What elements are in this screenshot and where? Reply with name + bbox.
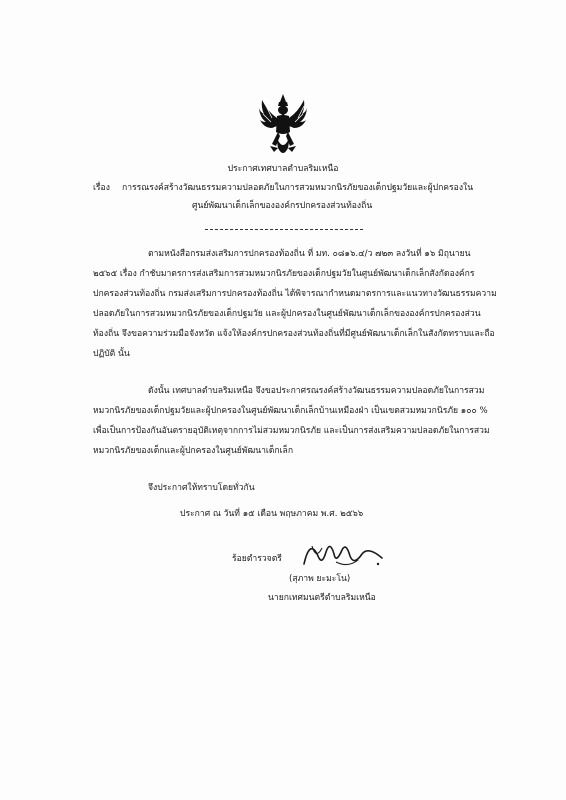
subject-label: เรื่อง [93,183,110,193]
paragraph-1-line: ตามหนังสือกรมส่งเสริมการปกครองท้องถิ่น ที่ มท. ๐๘๑๖.๔/ว ๗๒๓ ลงวันที่ ๑๖ มิถุนายน [148,249,471,259]
subject-line-2: ศูนย์พัฒนาเด็กเล็กขององค์กรปกครองส่วนท้องถิ่น [192,201,373,211]
paragraph-2-line: เพื่อเป็นการป้องกันอันตรายอุบัติเหตุจากการไม่สวมหมวกนิรภัย และเป็นการส่งเสริมความปลอดภัยในการสวม [93,426,490,436]
signatory-rank: ร้อยตำรวจตรี [232,554,282,564]
paragraph-2-line: ดังนั้น เทศบาลตำบลริมเหนือ จึงขอประกาศรณรงค์สร้างวัฒนธรรมความปลอดภัยในการสวม [148,386,485,396]
paragraph-1-line: ท้องถิ่น จึงขอความร่วมมือจังหวัด แจ้งให้องค์กรปกครองส่วนท้องถิ่นที่มีศูนย์พัฒนาเด็กเล็กในสังกัดทราบและถือ [93,329,495,339]
garuda-emblem-icon [258,92,308,158]
paragraph-1-line: ๒๕๖๕ เรื่อง กำชับมาตรการส่งเสริมการสวมหมวกนิรภัยของเด็กปฐมวัยในศูนย์พัฒนาเด็กเล็กสังกัดองค์กร [93,269,475,279]
announcement-date: ประกาศ ณ วันที่ ๑๕ เดือน พฤษภาคม พ.ศ. ๒๕๖๖ [180,509,364,519]
paragraph-1-line: ปลอดภัยในการสวมหมวกนิรภัยของเด็กปฐมวัย และผู้ปกครองในศูนย์พัฒนาเด็กเล็กขององค์กรปกครองส่วน [93,309,481,319]
signatory-position: นายกเทศมนตรีตำบลริมเหนือ [268,593,376,603]
signatory-name: (สุภาพ ยะมะโน) [289,574,351,584]
announcement-title: ประกาศเทศบาลตำบลริมเหนือ [227,164,339,174]
paragraph-2-line: หมวกนิรภัยของเด็กปฐมวัยและผู้ปกครองในศูนย์พัฒนาเด็กเล็กบ้านเหมืองฝ่า เป็นเขตสวมหมวกนิรภัย ๑๐๐ % [93,406,488,416]
paragraph-1-line: ปกครองส่วนท้องถิ่น กรมส่งเสริมการปกครองท้องถิ่น ได้พิจารณากำหนดมาตรการและแนวทางวัฒนธรรมความ [93,289,497,299]
paragraph-1-line: ปฏิบัติ นั้น [93,349,130,359]
handwritten-signature [296,534,386,574]
subject-line-1: การรณรงค์สร้างวัฒนธรรมความปลอดภัยในการสวมหมวกนิรภัยของเด็กปฐมวัยและผู้ปกครองใน [122,183,474,193]
paragraph-2-line: หมวกนิรภัยของเด็กและผู้ปกครองในศูนย์พัฒนาเด็กเล็ก [93,446,294,456]
header-separator [205,229,363,230]
closing-text: จึงประกาศให้ทราบโดยทั่วกัน [148,483,255,493]
